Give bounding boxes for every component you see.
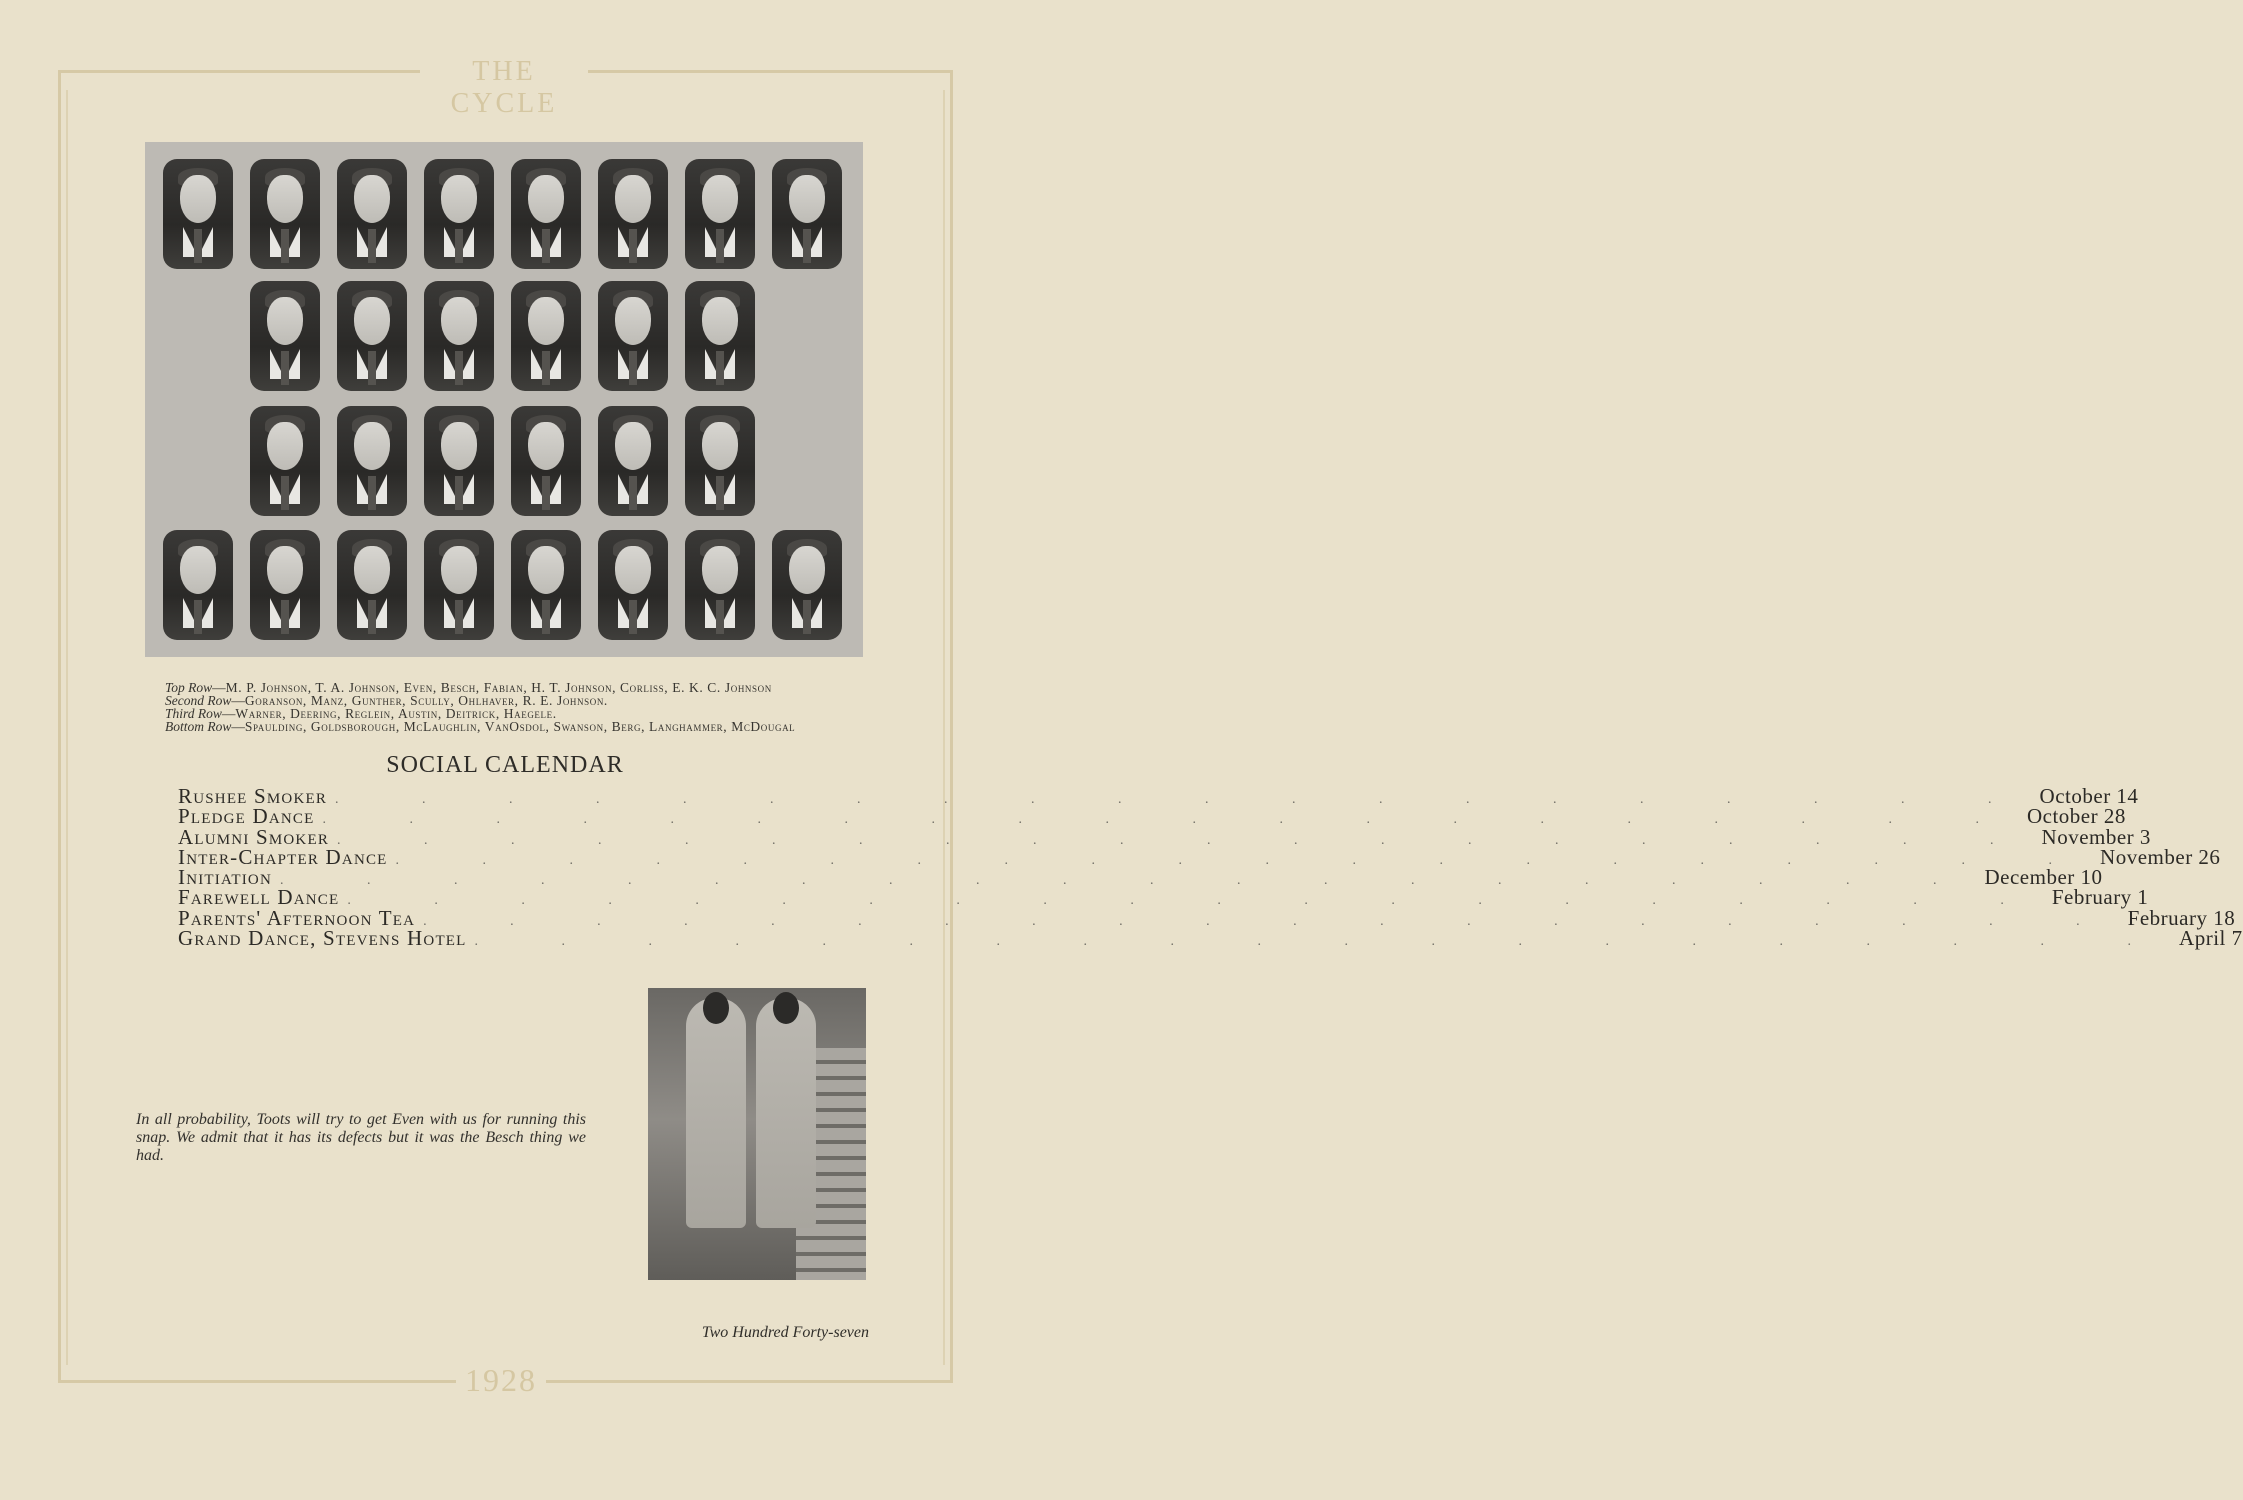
calendar-dot-leader: . . . . . . . . . . . . . . . . . . . .	[395, 852, 2093, 868]
calendar-event: Pledge Dance	[178, 804, 315, 829]
portrait-row1-7	[685, 159, 755, 269]
portrait-row2-1	[250, 281, 320, 391]
portrait-row2-2	[337, 281, 407, 391]
portrait-row4-4	[424, 530, 494, 640]
calendar-row	[178, 905, 2236, 930]
portrait-row3-6	[685, 406, 755, 516]
caption-row: Second Row—Goranson, Manz, Gunther, Scully, Ohlhaver, R. E. Johnson.	[165, 693, 608, 708]
portrait-row4-3	[337, 530, 407, 640]
caption-row-label: Top Row	[165, 680, 213, 695]
caption-row-names: Spaulding, Goldsborough, McLaughlin, VanOsdol, Swanson, Berg, Langhammer, McDougal	[244, 719, 796, 734]
calendar-row	[178, 824, 2151, 849]
calendar-dot-leader: . . . . . . . . . . . . . . . . . . . .	[279, 873, 1977, 889]
portrait-row1-2	[250, 159, 320, 269]
portrait-row2-6	[685, 281, 755, 391]
snapshot-caption: In all probability, Toots will try to get Even with us for running this snap. We admit that it has its defects but it was the Besch thing we had.	[136, 1111, 586, 1164]
frame-right-inner-rule	[943, 90, 945, 1365]
photo-caption	[165, 681, 885, 733]
social-calendar-list	[178, 784, 2243, 951]
caption-row-names: Goranson, Manz, Gunther, Scully, Ohlhaver, R. E. Johnson.	[244, 693, 608, 708]
portrait-row4-5	[511, 530, 581, 640]
calendar-date: February 1	[2051, 885, 2149, 910]
calendar-date: October 14	[2039, 784, 2139, 808]
calendar-date: October 28	[2026, 804, 2126, 829]
portrait-row3-4	[511, 406, 581, 516]
page-number: Two Hundred Forty-seven	[701, 1324, 869, 1341]
calendar-event: Grand Dance, Stevens Hotel	[178, 926, 467, 951]
portrait-row1-1	[163, 159, 233, 269]
calendar-event: Farewell Dance	[178, 885, 340, 910]
snapshot-person-right	[756, 998, 816, 1228]
portrait-row1-4	[424, 159, 494, 269]
calendar-row	[178, 926, 2243, 951]
caption-row-label: Second Row	[165, 693, 232, 708]
calendar-row	[178, 784, 2139, 808]
calendar-date: December 10	[1984, 865, 2103, 890]
frame-left-inner-rule	[66, 90, 68, 1365]
calendar-date: November 26	[2100, 844, 2221, 869]
portrait-row2-3	[424, 281, 494, 391]
calendar-event: Rushee Smoker	[178, 784, 328, 808]
calendar-row	[178, 844, 2221, 869]
calendar-dot-leader: . . . . . . . . . . . . . . . . . . . .	[347, 893, 2044, 909]
page-header-title: THE CYCLE	[450, 56, 558, 119]
group-portrait-photo	[145, 142, 863, 657]
portrait-row2-5	[598, 281, 668, 391]
portrait-row3-1	[250, 406, 320, 516]
calendar-dot-leader: . . . . . . . . . . . . . . . . . . . .	[423, 913, 2120, 929]
calendar-row	[178, 885, 2149, 910]
social-calendar-title: SOCIAL CALENDAR	[386, 752, 624, 778]
snapshot-person-left	[686, 998, 746, 1228]
calendar-event: Initiation	[178, 865, 272, 890]
portrait-row4-2	[250, 530, 320, 640]
portrait-row1-8	[772, 159, 842, 269]
calendar-row	[178, 804, 2126, 829]
caption-row: Third Row—Warner, Deering, Reglein, Austin, Deitrick, Haegele.	[165, 706, 557, 721]
portrait-row4-8	[772, 530, 842, 640]
frame-bottom-left-rule	[58, 1380, 456, 1383]
calendar-dot-leader: . . . . . . . . . . . . . . . . . . . .	[335, 792, 2032, 807]
calendar-event: Parents' Afternoon Tea	[178, 905, 416, 930]
calendar-row	[178, 865, 2103, 890]
caption-row-label: Third Row	[165, 706, 222, 721]
portrait-row4-7	[685, 530, 755, 640]
frame-top-right-rule	[588, 70, 950, 73]
caption-row: Top Row—M. P. Johnson, T. A. Johnson, Even, Besch, Fabian, H. T. Johnson, Corliss, E. K. C. Johnson	[165, 680, 772, 695]
frame-left-rule	[58, 70, 61, 1383]
frame-bottom-right-rule	[546, 1380, 950, 1383]
portrait-row1-3	[337, 159, 407, 269]
portrait-row2-4	[511, 281, 581, 391]
calendar-date: April 7	[2179, 926, 2243, 951]
portrait-row1-6	[598, 159, 668, 269]
caption-row-names: M. P. Johnson, T. A. Johnson, Even, Besch, Fabian, H. T. Johnson, Corliss, E. K. C. Johnson	[225, 680, 772, 695]
portrait-row3-2	[337, 406, 407, 516]
portrait-row4-6	[598, 530, 668, 640]
calendar-dot-leader: . . . . . . . . . . . . . . . . . . . .	[322, 812, 2019, 828]
caption-row-names: Warner, Deering, Reglein, Austin, Deitrick, Haegele.	[235, 706, 557, 721]
portrait-row4-1	[163, 530, 233, 640]
frame-right-rule	[950, 70, 953, 1383]
portrait-row3-5	[598, 406, 668, 516]
portrait-row3-3	[424, 406, 494, 516]
portrait-row1-5	[511, 159, 581, 269]
calendar-event: Alumni Smoker	[178, 824, 330, 849]
page-footer-year: 1928	[465, 1362, 537, 1398]
caption-row: Bottom Row—Spaulding, Goldsborough, McLaughlin, VanOsdol, Swanson, Berg, Langhammer, McDougal	[165, 719, 796, 734]
calendar-dot-leader: . . . . . . . . . . . . . . . . . . . .	[474, 934, 2172, 950]
calendar-dot-leader: . . . . . . . . . . . . . . . . . . . .	[337, 832, 2034, 848]
calendar-date: February 18	[2127, 905, 2236, 930]
frame-top-left-rule	[58, 70, 420, 73]
calendar-event: Inter-Chapter Dance	[178, 844, 388, 869]
snapshot-photo	[648, 988, 866, 1280]
calendar-date: November 3	[2041, 824, 2151, 849]
caption-row-label: Bottom Row	[165, 719, 232, 734]
